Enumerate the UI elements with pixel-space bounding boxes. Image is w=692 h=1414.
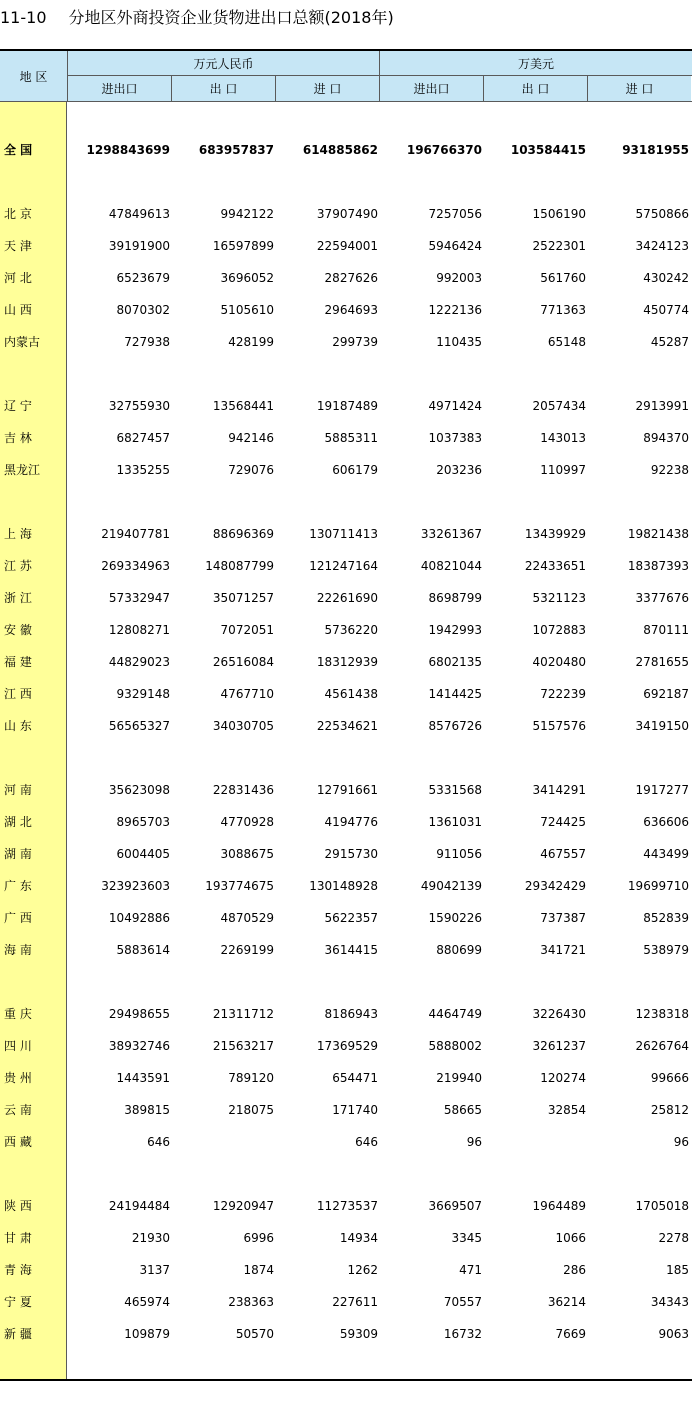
table-cell: 724425 (540, 815, 586, 829)
table-cell: 1942993 (428, 623, 482, 637)
table-cell: 2278 (658, 1231, 689, 1245)
table-cell: 130711413 (309, 527, 378, 541)
region-label: 宁 夏 (4, 1295, 32, 1309)
table-cell: 21930 (131, 1231, 170, 1245)
table-cell: 430242 (643, 271, 689, 285)
table-cell: 3669507 (428, 1199, 482, 1213)
region-label: 广 东 (4, 879, 32, 893)
table-cell: 33261367 (420, 527, 482, 541)
table-cell: 852839 (643, 911, 689, 925)
table-cell: 19187489 (316, 399, 378, 413)
table-cell: 56565327 (108, 719, 170, 733)
header-group-usd: 万美元 (380, 51, 692, 75)
header-region: 地 区 (0, 51, 67, 102)
table-row (0, 774, 692, 806)
table-row (0, 1190, 692, 1222)
table-row (0, 902, 692, 934)
table-cell: 110997 (540, 463, 586, 477)
table-cell: 14934 (339, 1231, 378, 1245)
region-label: 陕 西 (4, 1199, 32, 1213)
table-cell: 219407781 (101, 527, 170, 541)
table-cell: 227611 (332, 1295, 378, 1309)
table-row (0, 1318, 692, 1350)
region-label: 福 建 (4, 655, 32, 669)
region-label: 北 京 (4, 207, 32, 221)
table-cell: 5321123 (532, 591, 586, 605)
table-cell: 32854 (547, 1103, 586, 1117)
table-cell: 8576726 (428, 719, 482, 733)
header-group-rmb: 万元人民币 (68, 51, 379, 75)
header-col-usd-1: 出 口 (484, 76, 587, 101)
table-cell: 70557 (443, 1295, 482, 1309)
table-cell: 692187 (643, 687, 689, 701)
table-title: 分地区外商投资企业货物进出口总额(2018年) (68, 8, 394, 27)
region-label: 黑龙江 (4, 463, 41, 477)
region-label: 天 津 (4, 239, 32, 253)
region-label: 重 庆 (4, 1007, 32, 1021)
table-cell: 6802135 (428, 655, 482, 669)
table-cell: 299739 (332, 335, 378, 349)
table-cell: 45287 (650, 335, 689, 349)
table-row (0, 454, 692, 486)
table-cell: 18387393 (627, 559, 689, 573)
table-cell: 21311712 (212, 1007, 274, 1021)
table-cell: 5622357 (324, 911, 378, 925)
table-cell: 4870529 (220, 911, 274, 925)
table-cell: 3261237 (532, 1039, 586, 1053)
table-cell: 3419150 (635, 719, 689, 733)
table-cell: 1238318 (635, 1007, 689, 1021)
table-row (0, 1062, 692, 1094)
table-cell: 193774675 (205, 879, 274, 893)
table-cell: 341721 (540, 943, 586, 957)
region-label: 山 西 (4, 303, 32, 317)
table-row (0, 870, 692, 902)
table-cell: 22433651 (524, 559, 586, 573)
table-cell: 11273537 (316, 1199, 378, 1213)
table-cell: 47849613 (108, 207, 170, 221)
table-cell: 722239 (540, 687, 586, 701)
table-cell: 29498655 (108, 1007, 170, 1021)
divider (67, 75, 692, 76)
table-row (0, 998, 692, 1030)
table-cell: 894370 (643, 431, 689, 445)
table-cell: 88696369 (212, 527, 274, 541)
region-label: 云 南 (4, 1103, 32, 1117)
table-cell: 29342429 (524, 879, 586, 893)
table-cell: 7072051 (220, 623, 274, 637)
table-cell: 771363 (540, 303, 586, 317)
table-row (0, 1094, 692, 1126)
table-row (0, 646, 692, 678)
table-cell: 18312939 (316, 655, 378, 669)
table-cell: 1072883 (532, 623, 586, 637)
table-cell: 389815 (124, 1103, 170, 1117)
region-label: 江 西 (4, 687, 32, 701)
table-cell: 35071257 (212, 591, 274, 605)
table-cell: 50570 (235, 1327, 274, 1341)
region-label: 辽 宁 (4, 399, 32, 413)
table-cell: 1361031 (428, 815, 482, 829)
table-row (0, 1030, 692, 1062)
table-cell: 5946424 (428, 239, 482, 253)
table-cell: 1066 (555, 1231, 586, 1245)
table-cell: 2269199 (220, 943, 274, 957)
table-cell: 185 (666, 1263, 689, 1277)
table-cell: 58665 (443, 1103, 482, 1117)
table-cell: 6827457 (116, 431, 170, 445)
table-cell: 323923603 (101, 879, 170, 893)
table-cell: 8965703 (116, 815, 170, 829)
table-cell: 5105610 (220, 303, 274, 317)
divider (379, 51, 380, 102)
table-cell: 143013 (540, 431, 586, 445)
table-cell: 9329148 (116, 687, 170, 701)
table-cell: 269334963 (101, 559, 170, 573)
table-cell: 789120 (228, 1071, 274, 1085)
divider (0, 101, 692, 102)
table-cell: 219940 (436, 1071, 482, 1085)
table-cell: 4767710 (220, 687, 274, 701)
region-label: 山 东 (4, 719, 32, 733)
region-label: 湖 南 (4, 847, 32, 861)
table-cell: 2781655 (635, 655, 689, 669)
region-label: 青 海 (4, 1263, 32, 1277)
table-cell: 443499 (643, 847, 689, 861)
table-cell: 6996 (243, 1231, 274, 1245)
region-label: 西 藏 (4, 1135, 32, 1149)
region-label: 江 苏 (4, 559, 32, 573)
table-cell: 238363 (228, 1295, 274, 1309)
bottom-rule (0, 1379, 692, 1381)
table-cell: 636606 (643, 815, 689, 829)
table-row (0, 198, 692, 230)
table-cell: 8070302 (116, 303, 170, 317)
table-cell: 35623098 (108, 783, 170, 797)
table-cell: 2964693 (324, 303, 378, 317)
table-cell: 10492886 (108, 911, 170, 925)
table-cell: 110435 (436, 335, 482, 349)
table-cell: 4971424 (428, 399, 482, 413)
table-cell: 5331568 (428, 783, 482, 797)
table-cell: 8698799 (428, 591, 482, 605)
table-cell: 1443591 (116, 1071, 170, 1085)
table-cell: 26516084 (212, 655, 274, 669)
region-label: 河 北 (4, 271, 32, 285)
table-cell: 3414291 (532, 783, 586, 797)
table-cell: 36214 (547, 1295, 586, 1309)
table-cell: 22261690 (316, 591, 378, 605)
table-row (0, 262, 692, 294)
table-cell: 12791661 (316, 783, 378, 797)
region-label: 新 疆 (4, 1327, 32, 1341)
header-col-rmb-0: 进出口 (68, 76, 171, 101)
table-cell: 4020480 (532, 655, 586, 669)
region-label: 广 西 (4, 911, 32, 925)
table-cell: 44829023 (108, 655, 170, 669)
region-label: 河 南 (4, 783, 32, 797)
table-cell: 1705018 (635, 1199, 689, 1213)
table-cell: 17369529 (316, 1039, 378, 1053)
table-cell: 12920947 (212, 1199, 274, 1213)
table-cell: 2522301 (532, 239, 586, 253)
table-cell: 22831436 (212, 783, 274, 797)
table-row (0, 1254, 692, 1286)
table-row (0, 230, 692, 262)
table-cell: 992003 (436, 271, 482, 285)
table-cell: 3345 (451, 1231, 482, 1245)
table-cell: 109879 (124, 1327, 170, 1341)
table-cell: 2915730 (324, 847, 378, 861)
divider (483, 75, 484, 102)
table-cell: 148087799 (205, 559, 274, 573)
table-cell: 6523679 (116, 271, 170, 285)
region-label: 吉 林 (4, 431, 32, 445)
table-cell: 4561438 (324, 687, 378, 701)
table-cell: 5736220 (324, 623, 378, 637)
table-cell: 92238 (650, 463, 689, 477)
divider (67, 51, 68, 102)
table-cell: 2913991 (635, 399, 689, 413)
table-cell: 13568441 (212, 399, 274, 413)
header-col-usd-0: 进出口 (380, 76, 483, 101)
table-cell: 737387 (540, 911, 586, 925)
table-cell: 2626764 (635, 1039, 689, 1053)
table-cell: 467557 (540, 847, 586, 861)
table-cell: 218075 (228, 1103, 274, 1117)
table-cell: 49042139 (420, 879, 482, 893)
table-row (0, 1222, 692, 1254)
table-cell: 729076 (228, 463, 274, 477)
table-cell: 286 (563, 1263, 586, 1277)
table-row (0, 710, 692, 742)
table-cell: 870111 (643, 623, 689, 637)
table-cell: 19821438 (627, 527, 689, 541)
table-cell: 465974 (124, 1295, 170, 1309)
table-cell: 19699710 (627, 879, 689, 893)
table-cell: 606179 (332, 463, 378, 477)
table-cell: 1222136 (428, 303, 482, 317)
table-cell: 38932746 (108, 1039, 170, 1053)
table-cell: 40821044 (420, 559, 482, 573)
table-cell: 3137 (139, 1263, 170, 1277)
table-cell: 34030705 (212, 719, 274, 733)
table-cell: 7669 (555, 1327, 586, 1341)
table-row-total (0, 134, 692, 166)
table-cell: 2827626 (324, 271, 378, 285)
table-cell: 12808271 (108, 623, 170, 637)
divider (587, 75, 588, 102)
table-cell: 561760 (540, 271, 586, 285)
table-cell: 1262 (347, 1263, 378, 1277)
table-cell: 22534621 (316, 719, 378, 733)
table-cell: 3226430 (532, 1007, 586, 1021)
table-cell: 471 (459, 1263, 482, 1277)
table-cell: 5883614 (116, 943, 170, 957)
table-cell: 1037383 (428, 431, 482, 445)
table-row (0, 326, 692, 358)
table-cell: 1917277 (635, 783, 689, 797)
table-cell: 120274 (540, 1071, 586, 1085)
table-cell: 4194776 (324, 815, 378, 829)
table-cell: 5888002 (428, 1039, 482, 1053)
table-row (0, 838, 692, 870)
table-row (0, 1126, 692, 1158)
table-cell: 1964489 (532, 1199, 586, 1213)
table-cell: 3614415 (324, 943, 378, 957)
table-cell: 32755930 (108, 399, 170, 413)
table-cell: 8186943 (324, 1007, 378, 1021)
table-cell: 450774 (643, 303, 689, 317)
table-cell: 22594001 (316, 239, 378, 253)
table-cell: 646 (147, 1135, 170, 1149)
table-cell: 3696052 (220, 271, 274, 285)
table-row (0, 678, 692, 710)
table-row (0, 1286, 692, 1318)
table-cell: 3088675 (220, 847, 274, 861)
table-row (0, 614, 692, 646)
table-cell: 203236 (436, 463, 482, 477)
table-row (0, 550, 692, 582)
table-cell: 103584415 (510, 143, 586, 157)
table-cell: 37907490 (316, 207, 378, 221)
table-cell: 59309 (339, 1327, 378, 1341)
table-row (0, 390, 692, 422)
header-col-rmb-2: 进 口 (276, 76, 379, 101)
table-row (0, 806, 692, 838)
region-label: 海 南 (4, 943, 32, 957)
table-cell: 57332947 (108, 591, 170, 605)
divider (275, 75, 276, 102)
table-cell: 196766370 (406, 143, 482, 157)
header-col-usd-2: 进 口 (588, 76, 691, 101)
table-cell: 6004405 (116, 847, 170, 861)
table-cell: 7257056 (428, 207, 482, 221)
table-cell: 4770928 (220, 815, 274, 829)
table-cell: 96 (673, 1135, 689, 1149)
table-cell: 3424123 (635, 239, 689, 253)
table-cell: 1298843699 (86, 143, 170, 157)
table-cell: 34343 (650, 1295, 689, 1309)
table-cell: 646 (355, 1135, 378, 1149)
table-cell: 538979 (643, 943, 689, 957)
table-cell: 171740 (332, 1103, 378, 1117)
table-row (0, 518, 692, 550)
region-label: 湖 北 (4, 815, 32, 829)
table-number: 11-10 (0, 8, 47, 27)
header-col-rmb-1: 出 口 (172, 76, 275, 101)
table-cell: 16597899 (212, 239, 274, 253)
table-cell: 880699 (436, 943, 482, 957)
table-row (0, 582, 692, 614)
region-label: 全 国 (4, 143, 33, 157)
table-cell: 5750866 (635, 207, 689, 221)
divider (171, 75, 172, 102)
table-cell: 93181955 (622, 143, 689, 157)
table-cell: 428199 (228, 335, 274, 349)
table-row (0, 294, 692, 326)
table-cell: 614885862 (302, 143, 378, 157)
table-cell: 21563217 (212, 1039, 274, 1053)
table-cell: 65148 (547, 335, 586, 349)
table-cell: 911056 (436, 847, 482, 861)
table-cell: 9942122 (220, 207, 274, 221)
table-cell: 2057434 (532, 399, 586, 413)
region-label: 上 海 (4, 527, 32, 541)
table-cell: 1506190 (532, 207, 586, 221)
table-cell: 121247164 (309, 559, 378, 573)
table-cell: 727938 (124, 335, 170, 349)
region-label: 贵 州 (4, 1071, 32, 1085)
table-cell: 5157576 (532, 719, 586, 733)
table-cell: 654471 (332, 1071, 378, 1085)
table-cell: 130148928 (309, 879, 378, 893)
table-cell: 25812 (650, 1103, 689, 1117)
table-cell: 4464749 (428, 1007, 482, 1021)
table-cell: 1335255 (116, 463, 170, 477)
region-label: 四 川 (4, 1039, 32, 1053)
table-cell: 16732 (443, 1327, 482, 1341)
table-cell: 683957837 (198, 143, 274, 157)
table-cell: 942146 (228, 431, 274, 445)
table-cell: 1874 (243, 1263, 274, 1277)
table-row (0, 934, 692, 966)
table-cell: 13439929 (524, 527, 586, 541)
table-cell: 24194484 (108, 1199, 170, 1213)
table-cell: 39191900 (108, 239, 170, 253)
region-label: 浙 江 (4, 591, 32, 605)
table-cell: 9063 (658, 1327, 689, 1341)
region-label: 安 徽 (4, 623, 32, 637)
region-label: 内蒙古 (4, 335, 41, 349)
table-row (0, 422, 692, 454)
table-cell: 3377676 (635, 591, 689, 605)
table-cell: 1590226 (428, 911, 482, 925)
table-cell: 5885311 (324, 431, 378, 445)
table-cell: 99666 (650, 1071, 689, 1085)
region-label: 甘 肃 (4, 1231, 32, 1245)
page-title (0, 8, 394, 30)
table-cell: 1414425 (428, 687, 482, 701)
table-cell: 96 (466, 1135, 482, 1149)
